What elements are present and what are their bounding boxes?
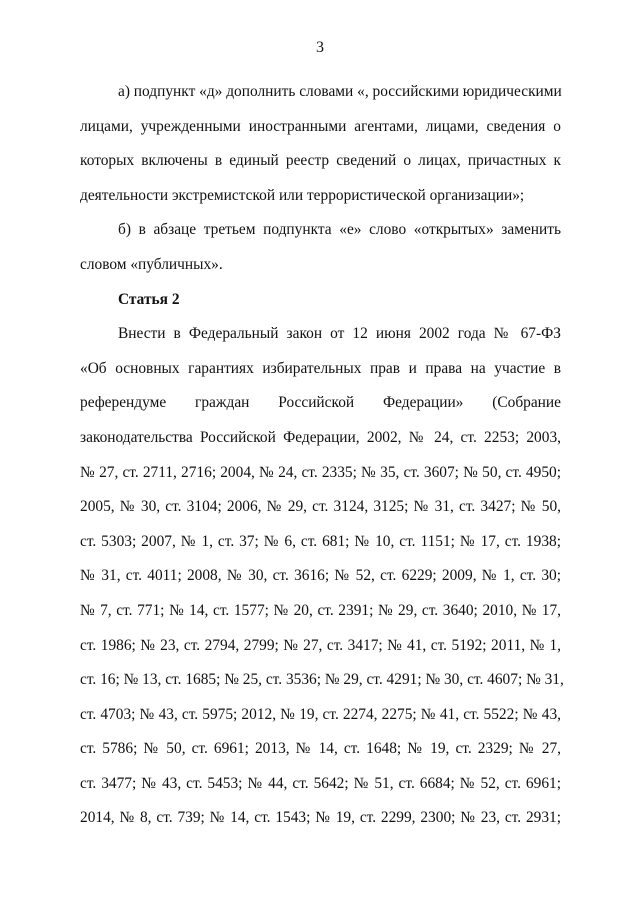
paragraph-line: № 31, ст. 4011; 2008, № 30, ст. 3616; № 52, ст. 6229; 2009, № 1, ст. 30; [80, 567, 561, 585]
paragraph-line: № 7, ст. 771; № 14, ст. 1577; № 20, ст. 2391; № 29, ст. 3640; 2010, № 17, [80, 601, 561, 619]
paragraph-line: № 27, ст. 2711, 2716; 2004, № 24, ст. 2335; № 35, ст. 3607; № 50, ст. 4950; [80, 463, 561, 481]
paragraph-line: Внести в Федеральный закон от 12 июня 2002 года № 67-ФЗ [118, 325, 561, 343]
paragraph-line: законодательства Российской Федерации, 2002, № 24, ст. 2253; 2003, [80, 428, 561, 446]
paragraph-line: лицами, учрежденными иностранными агентами, лицами, сведения о [80, 117, 561, 135]
paragraph-line: ст. 16; № 13, ст. 1685; № 25, ст. 3536; № 29, ст. 4291; № 30, ст. 4607; № 31, [80, 671, 564, 689]
paragraph-line: а) подпункт «д» дополнить словами «, российскими юридическими [118, 83, 562, 100]
paragraph-line: которых включены в единый реестр сведений о лицах, причастных к [80, 152, 561, 170]
article-paragraph [80, 317, 564, 836]
article-heading: Статья 2 [118, 290, 180, 308]
paragraph-line: ст. 5786; № 50, ст. 6961; 2013, № 14, ст. 1648; № 19, ст. 2329; № 27, [80, 740, 561, 758]
paragraph-b [80, 213, 561, 282]
paragraph-line: б) в абзаце третьем подпункта «е» слово «открытых» заменить [118, 221, 561, 239]
paragraph-line: «Об основных гарантиях избирательных прав и права на участие в [80, 359, 561, 377]
paragraph-line: словом «публичных». [80, 255, 223, 273]
paragraph-a [80, 75, 561, 213]
paragraph-line: ст. 5303; 2007, № 1, ст. 37; № 6, ст. 681; № 10, ст. 1151; № 17, ст. 1938; [80, 532, 561, 550]
paragraph-line: референдуме граждан Российской Федерации» (Собрание [80, 394, 561, 412]
paragraph-line: ст. 4703; № 43, ст. 5975; 2012, № 19, ст. 2274, 2275; № 41, ст. 5522; № 43, [80, 705, 561, 723]
paragraph-line: ст. 1986; № 23, ст. 2794, 2799; № 27, ст. 3417; № 41, ст. 5192; 2011, № 1, [80, 636, 561, 654]
paragraph-line: 2014, № 8, ст. 739; № 14, ст. 1543; № 19, ст. 2299, 2300; № 23, ст. 2931; [80, 809, 561, 827]
paragraph-line: деятельности экстремистской или террористической организации»; [80, 186, 525, 204]
paragraph-line: ст. 3477; № 43, ст. 5453; № 44, ст. 5642; № 51, ст. 6684; № 52, ст. 6961; [80, 774, 561, 792]
page-number: 3 [316, 39, 324, 56]
paragraph-line: 2005, № 30, ст. 3104; 2006, № 29, ст. 3124, 3125; № 31, ст. 3427; № 50, [80, 498, 561, 516]
document-body [80, 75, 564, 836]
